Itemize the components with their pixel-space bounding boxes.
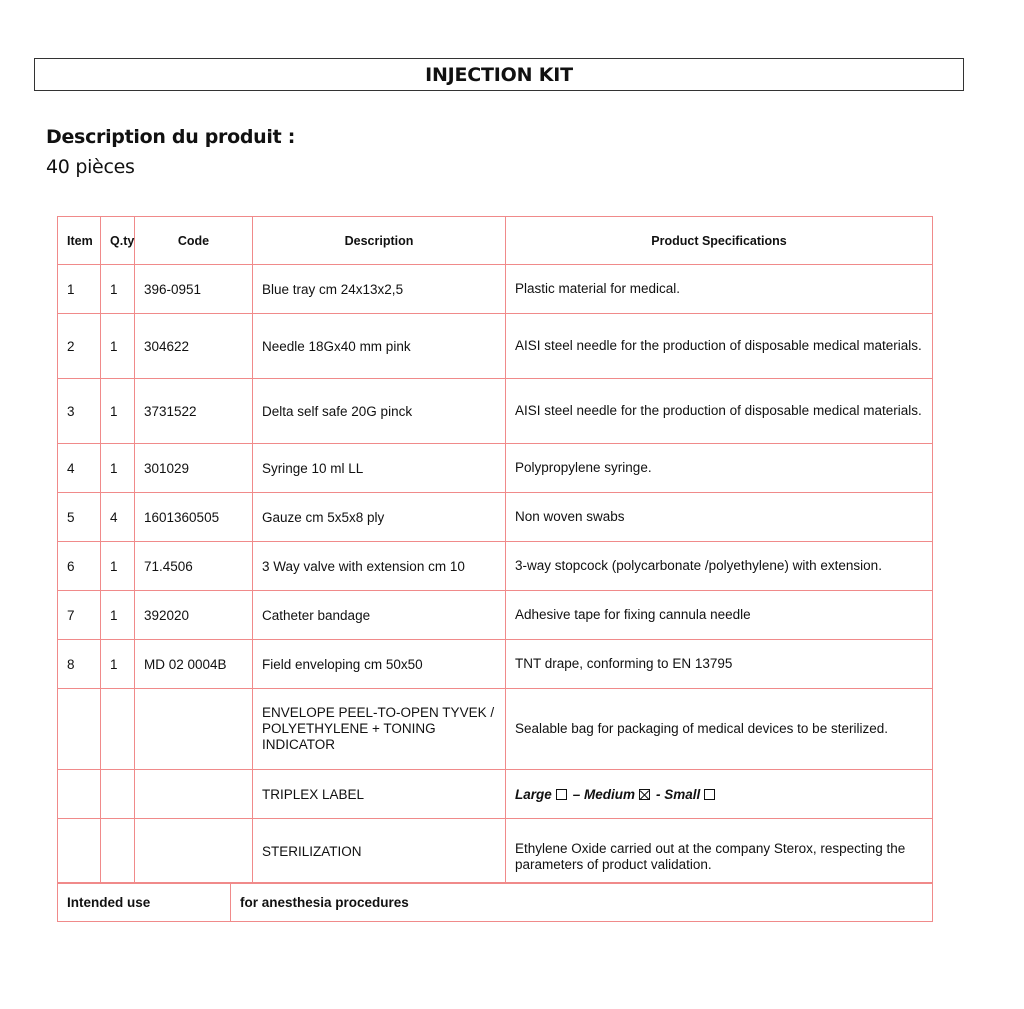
table-row	[58, 444, 933, 493]
table-row	[58, 770, 933, 819]
description-quantity: 40 pièces	[46, 156, 135, 178]
cell-qty: 1	[101, 640, 135, 689]
cell-item	[58, 819, 101, 884]
cell-qty: 1	[101, 542, 135, 591]
cell-qty: 1	[101, 265, 135, 314]
cell-code: 1601360505	[135, 493, 253, 542]
intended-use-value: for anesthesia procedures	[231, 883, 933, 922]
title-box	[34, 58, 964, 91]
cell-qty: 4	[101, 493, 135, 542]
table-row	[58, 379, 933, 444]
cell-item: 1	[58, 265, 101, 314]
cell-code: 301029	[135, 444, 253, 493]
table-row	[58, 819, 933, 884]
cell-item	[58, 770, 101, 819]
size-large-checkbox-icon	[556, 789, 567, 800]
cell-item: 6	[58, 542, 101, 591]
header-specs: Product Specifications	[506, 217, 933, 265]
size-medium-label: – Medium	[572, 786, 636, 802]
table-row	[58, 314, 933, 379]
cell-spec: TNT drape, conforming to EN 13795	[506, 640, 933, 689]
kit-components-table	[57, 216, 933, 884]
table-row	[58, 640, 933, 689]
table-row	[58, 689, 933, 770]
table-row	[58, 493, 933, 542]
cell-description: Catheter bandage	[253, 591, 506, 640]
intended-use-table	[57, 882, 933, 922]
cell-item: 8	[58, 640, 101, 689]
size-small-checkbox-icon	[704, 789, 715, 800]
cell-description: Syringe 10 ml LL	[253, 444, 506, 493]
cell-item	[58, 689, 101, 770]
table-row	[58, 591, 933, 640]
cell-description: Gauze cm 5x5x8 ply	[253, 493, 506, 542]
cell-description: Blue tray cm 24x13x2,5	[253, 265, 506, 314]
cell-qty: 1	[101, 379, 135, 444]
cell-description: 3 Way valve with extension cm 10	[253, 542, 506, 591]
cell-qty: 1	[101, 591, 135, 640]
cell-code: MD 02 0004B	[135, 640, 253, 689]
cell-qty	[101, 689, 135, 770]
cell-description: STERILIZATION	[253, 819, 506, 884]
cell-code: 71.4506	[135, 542, 253, 591]
cell-code	[135, 770, 253, 819]
cell-description: Needle 18Gx40 mm pink	[253, 314, 506, 379]
cell-description: Field enveloping cm 50x50	[253, 640, 506, 689]
cell-spec: AISI steel needle for the production of disposable medical materials.	[506, 314, 933, 379]
cell-spec: Adhesive tape for fixing cannula needle	[506, 591, 933, 640]
table-header-row	[58, 217, 933, 265]
cell-code: 396-0951	[135, 265, 253, 314]
cell-code: 392020	[135, 591, 253, 640]
table-row	[58, 542, 933, 591]
intended-use-label: Intended use	[58, 883, 231, 922]
cell-spec: Non woven swabs	[506, 493, 933, 542]
header-qty: Q.ty	[101, 217, 135, 265]
cell-item: 5	[58, 493, 101, 542]
cell-item: 7	[58, 591, 101, 640]
cell-item: 4	[58, 444, 101, 493]
cell-spec-size-options	[506, 770, 933, 819]
cell-spec: Ethylene Oxide carried out at the company Sterox, respecting the parameters of product validation.	[506, 819, 933, 884]
description-heading: Description du produit :	[46, 126, 296, 148]
cell-spec: AISI steel needle for the production of disposable medical materials.	[506, 379, 933, 444]
cell-qty: 1	[101, 314, 135, 379]
cell-description: TRIPLEX LABEL	[253, 770, 506, 819]
cell-code: 304622	[135, 314, 253, 379]
header-description: Description	[253, 217, 506, 265]
size-small-label: - Small	[656, 786, 701, 802]
cell-spec: Polypropylene syringe.	[506, 444, 933, 493]
cell-item: 2	[58, 314, 101, 379]
cell-qty	[101, 819, 135, 884]
cell-description: Delta self safe 20G pinck	[253, 379, 506, 444]
page-title: INJECTION KIT	[425, 63, 573, 86]
table-row	[58, 265, 933, 314]
cell-spec: Sealable bag for packaging of medical devices to be sterilized.	[506, 689, 933, 770]
cell-code	[135, 819, 253, 884]
cell-item: 3	[58, 379, 101, 444]
cell-code	[135, 689, 253, 770]
intended-use-row	[58, 883, 933, 922]
cell-description: ENVELOPE PEEL-TO-OPEN TYVEK / POLYETHYLENE + TONING INDICATOR	[253, 689, 506, 770]
size-large-label: Large	[515, 786, 552, 802]
cell-code: 3731522	[135, 379, 253, 444]
header-item: Item	[58, 217, 101, 265]
cell-spec: Plastic material for medical.	[506, 265, 933, 314]
cell-qty	[101, 770, 135, 819]
size-medium-checked-checkbox-icon	[639, 789, 650, 800]
cell-spec: 3-way stopcock (polycarbonate /polyethylene) with extension.	[506, 542, 933, 591]
header-code: Code	[135, 217, 253, 265]
cell-qty: 1	[101, 444, 135, 493]
